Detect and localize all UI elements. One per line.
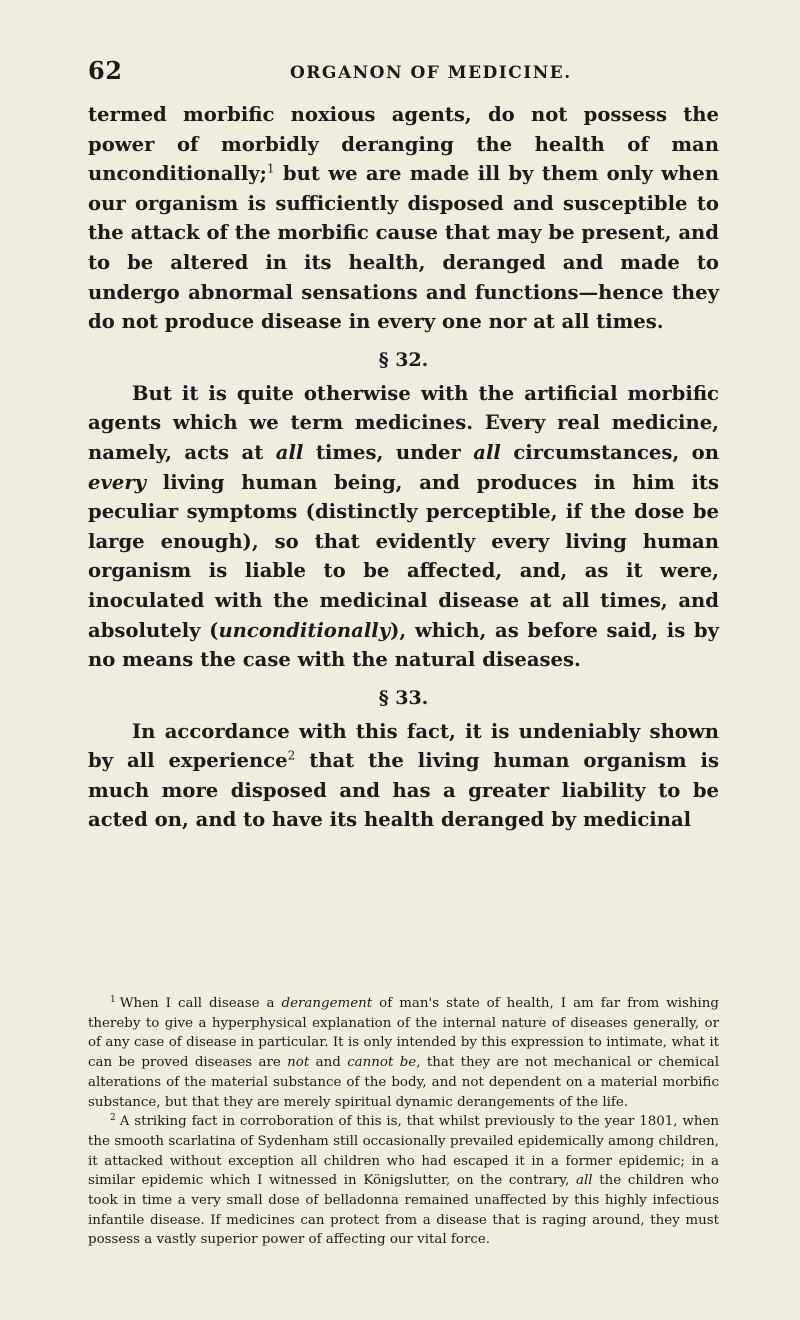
section-heading-33: § 33.	[378, 686, 429, 709]
para2-text-2: times, under	[303, 440, 474, 464]
footnotes	[88, 994, 719, 1250]
para2-emphasis-2: all	[473, 440, 501, 464]
paragraph-3	[88, 717, 719, 835]
para3-text-2: that the living human organism is much more disposed and has a greater liability to be acted on, and to have its health deranged by medicinal	[88, 749, 720, 832]
footnote-1-mark: 1	[110, 994, 116, 1005]
para2-text-1: But it is quite otherwise with the artificial morbific agents which we term medicines. Every real medicine, namely, acts at	[88, 381, 719, 464]
para2-emphasis-4: unconditionally	[218, 618, 391, 642]
footnote-2	[88, 1112, 719, 1250]
footnote-ref-1: 1	[266, 161, 275, 176]
para2-text-3: circumstances, on	[500, 440, 719, 464]
para2-text-4: living human being, and produces in him its peculiar symptoms (distinctly perceptible, if the dose be large enough), so that evidently every living human organism is liable to be affected, and, as it were, inoculated with the medicinal disease at all times, and absolutely (	[88, 470, 719, 642]
page-number: 62	[88, 56, 123, 85]
fn1-emphasis-1: derangement	[281, 996, 373, 1011]
paragraph-2	[88, 379, 719, 675]
fn1-text-4: , that they are not mechanical or chemical alterations of the material substance of the body, and not dependent on a material morbific substance, but that they are merely spiritual dynamic derangements of the life.	[88, 1055, 719, 1110]
para2-emphasis-1: all	[275, 440, 304, 464]
section-heading-32: § 32.	[378, 348, 429, 371]
body-text	[88, 100, 719, 835]
footnote-ref-2: 2	[287, 748, 296, 763]
footnote-1	[88, 994, 719, 1112]
fn1-text-1: When I call disease a	[119, 996, 282, 1011]
fn1-emphasis-2: not	[287, 1055, 310, 1071]
footnote-2-mark: 2	[110, 1112, 116, 1123]
fn1-text-3: and	[309, 1055, 348, 1071]
fn2-text-2: the children who took in time a very small dose of belladonna remained unaffected by this highly infectious infantile disease. If medicines can protect from a disease that is raging around, they must possess a vastly superior power of affecting our vital force.	[88, 1173, 719, 1248]
para3-text-1: In accordance with this fact, it is undeniably shown by all experience	[88, 719, 719, 773]
para1-text-a: termed morbific noxious agents, do not possess the power of morbidly deranging the health of man unconditionally;	[88, 103, 719, 186]
fn1-text-2: of man's state of health, I am far from wishing thereby to give a hyperphysical explanation of the internal nature of diseases generally, or of any case of disease in particular. It is only intended by this expression to intimate, what it can be proved diseases are	[88, 996, 719, 1071]
fn2-text-1: A striking fact in corroboration of this is, that whilst previously to the year 1801, when the smooth scarlatina of Sydenham still occasionally prevailed epidemically among children, it attacked without exception all children who had escaped it in a former epidemic; in a similar epidemic which I witnessed in Königslutter, on the contrary,	[88, 1114, 719, 1189]
fn1-emphasis-3: cannot be	[347, 1055, 417, 1071]
para2-emphasis-3: every	[88, 470, 147, 494]
para2-text-5: ), which, as before said, is by no means the case with the natural diseases.	[88, 618, 719, 672]
running-head: ORGANON OF MEDICINE.	[290, 63, 572, 83]
para1-text-b: but we are made ill by them only when our organism is sufficiently disposed and susceptible to the attack of the morbific cause that may be present, and to be altered in its health, deranged and made to undergo abnormal sensations and functions—hence they do not produce disease in every one nor at all times.	[88, 162, 719, 334]
fn2-emphasis-1: all	[576, 1173, 593, 1189]
paragraph-1	[88, 100, 719, 337]
